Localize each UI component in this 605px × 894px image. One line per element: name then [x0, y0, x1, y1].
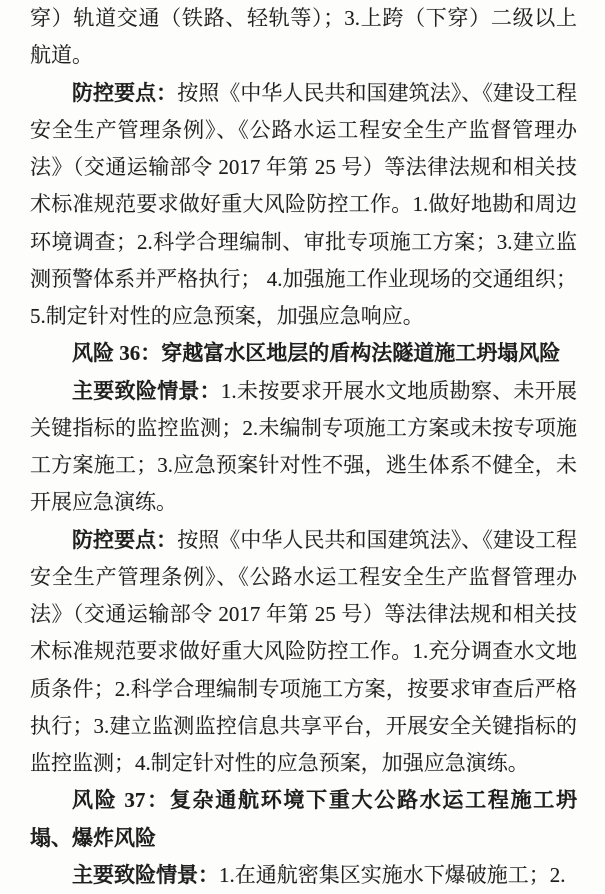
scenarios-label: 主要致险情景： — [72, 378, 221, 403]
risk-37-heading — [30, 782, 577, 857]
scenarios-label: 主要致险情景： — [72, 862, 219, 887]
prevention-points-label: 防控要点： — [72, 527, 178, 552]
body-text: 按照《中华人民共和国建筑法》、《建设工程安全生产管理条例》、《公路水运工程安全生产监督管理办法》（交通运输部令 2017 年第 25 号）等法律法规和相关技术标准规范要求做好重大风险防控工作。1.充分调查水文地质条件；2.科学合理编制专项施工方案，按要求审查后严格执行；3.建立监测监控信息共享平台，开展安全关键指标的监控监测；4.制定针对性的应急预案，加强应急演练。 — [30, 527, 578, 775]
body-text: 1.在通航密集区实施水下爆破施工；2. — [219, 862, 566, 887]
paragraph-continuation — [30, 0, 577, 75]
body-text: 1.未按要求开展水文地质勘察、未开展关键指标的监控监测；2.未编制专项施工方案或未按专项施工方案施工；3.应急预案针对性不强，逃生体系不健全，未开展应急演练。 — [30, 378, 578, 515]
body-text: 穿）轨道交通（铁路、轻轨等）；3.上跨（下穿）二级以上航道。 — [30, 6, 577, 68]
heading-text: 风险 36：穿越富水区地层的盾构法隧道施工坍塌风险 — [72, 341, 561, 366]
paragraph-prevention-points-1 — [30, 75, 577, 336]
heading-text: 风险 37：复杂通航环境下重大公路水运工程施工坍塌、爆炸风险 — [30, 788, 577, 850]
paragraph-risk-36-scenarios — [30, 373, 577, 522]
paragraph-risk-37-scenarios — [30, 857, 577, 894]
body-text: 按照《中华人民共和国建筑法》、《建设工程安全生产管理条例》、《公路水运工程安全生产监督管理办法》（交通运输部令 2017 年第 25 号）等法律法规和相关技术标准规范要求做好重大风险防控工作。1.做好地勘和周边环境调查；2.科学合理编制、审批专项施工方案；3.建立监测预警体系并严格执行； 4.加强施工作业现场的交通组织；5.制定针对性的应急预案，加强应急响应。 — [30, 80, 578, 328]
risk-36-heading — [30, 335, 577, 372]
paragraph-risk-36-prevention-points — [30, 522, 577, 783]
prevention-points-label: 防控要点： — [72, 80, 178, 105]
